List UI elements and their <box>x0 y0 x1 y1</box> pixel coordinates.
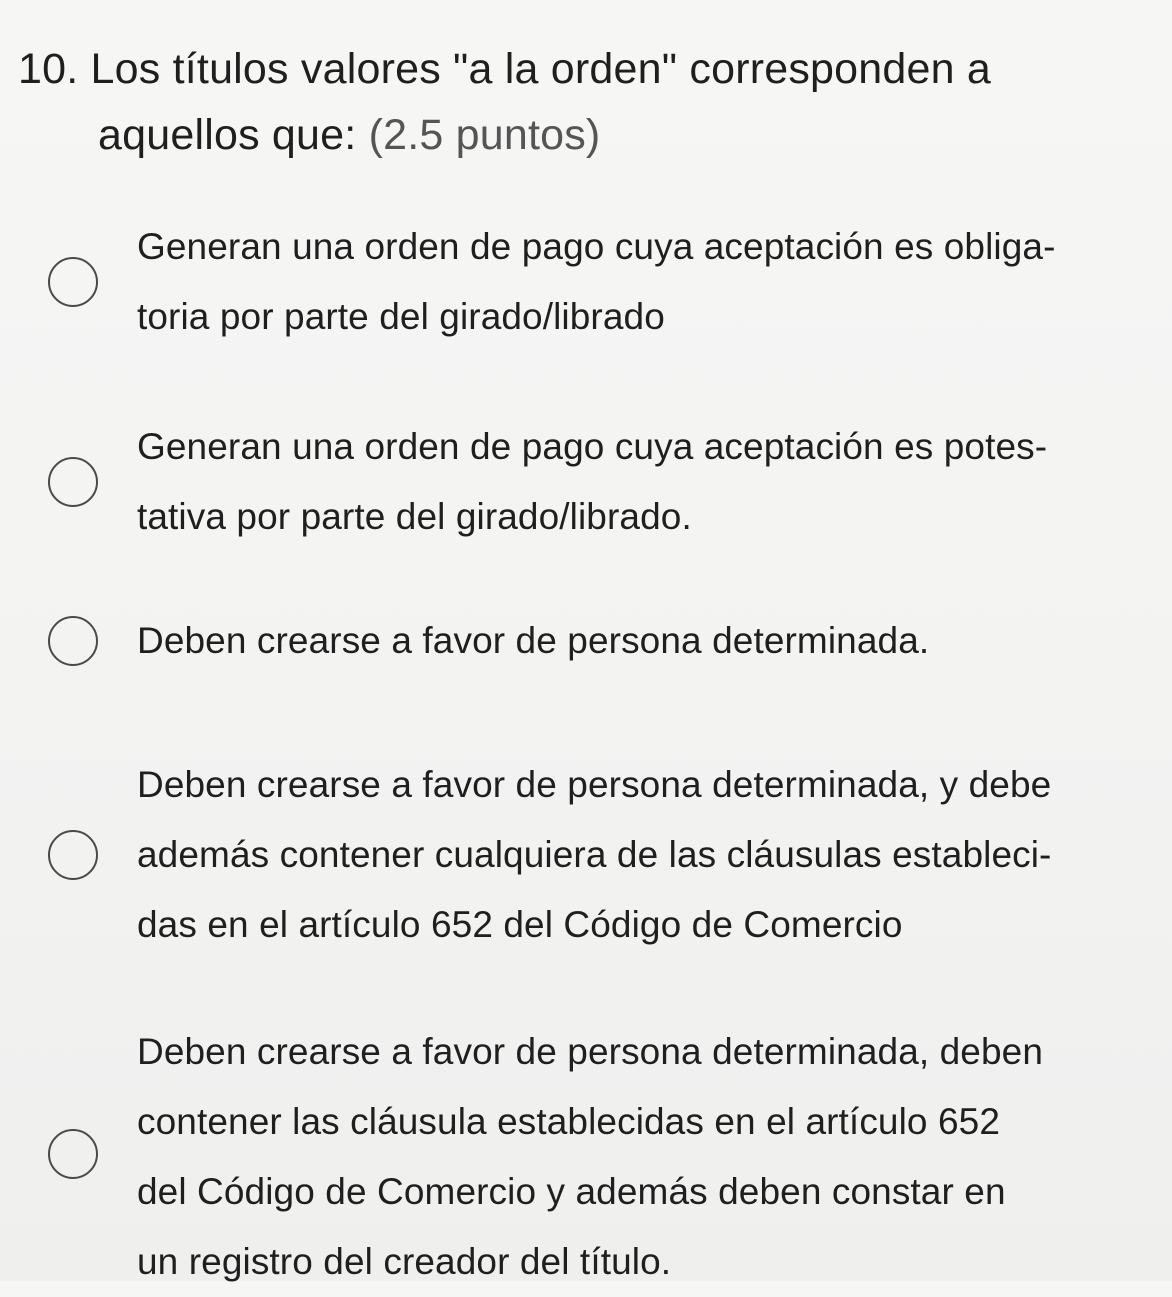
answer-option-5[interactable] <box>0 1017 1172 1281</box>
answer-option-5-line-4: un registro del creador del título. <box>137 1241 672 1282</box>
answer-option-2[interactable] <box>0 412 1172 552</box>
answer-option-2-text <box>137 412 1147 552</box>
question-title-line-1 <box>18 36 1148 102</box>
question-text-2: aquellos que: <box>98 111 357 159</box>
answer-option-5-line-1: Deben crearse a favor de persona determinada, deben <box>137 1031 1044 1072</box>
answer-option-1-line-1: Generan una orden de pago cuya aceptación es obliga- <box>137 226 1056 267</box>
answer-option-5-text <box>137 1017 1147 1297</box>
radio-button-4[interactable] <box>48 830 98 880</box>
radio-button-2[interactable] <box>48 457 98 507</box>
question-number: 10. <box>18 45 79 93</box>
radio-button-5[interactable] <box>48 1129 98 1179</box>
answer-option-1-line-2: toria por parte del girado/librado <box>137 296 665 337</box>
question-text-1: Los títulos valores "a la orden" corresponden a <box>90 45 991 93</box>
answer-option-4-text <box>137 750 1147 960</box>
answer-option-4-line-1: Deben crearse a favor de persona determinada, y debe <box>137 764 1052 805</box>
answer-option-3[interactable] <box>0 606 1172 676</box>
answer-option-5-line-2: contener las cláusula establecidas en el artículo 652 <box>137 1101 1001 1142</box>
answer-option-1[interactable] <box>0 212 1172 352</box>
answer-option-3-text <box>137 606 1147 676</box>
answer-option-3-line-1: Deben crearse a favor de persona determinada. <box>137 620 930 661</box>
answer-option-1-text <box>137 212 1147 352</box>
answer-option-4-line-3: das en el artículo 652 del Código de Comercio <box>137 904 903 945</box>
question-points: (2.5 puntos) <box>368 111 601 159</box>
radio-button-3[interactable] <box>48 616 98 666</box>
question-title-line-2 <box>18 102 1148 168</box>
answer-option-4[interactable] <box>0 750 1172 960</box>
answer-option-2-line-1: Generan una orden de pago cuya aceptación es potes- <box>137 426 1048 467</box>
question <box>18 36 1148 168</box>
radio-button-1[interactable] <box>48 257 98 307</box>
answer-option-4-line-2: además contener cualquiera de las cláusulas estableci- <box>137 834 1052 875</box>
answer-option-5-line-3: del Código de Comercio y además deben constar en <box>137 1171 1006 1212</box>
answer-option-2-line-2: tativa por parte del girado/librado. <box>137 496 692 537</box>
